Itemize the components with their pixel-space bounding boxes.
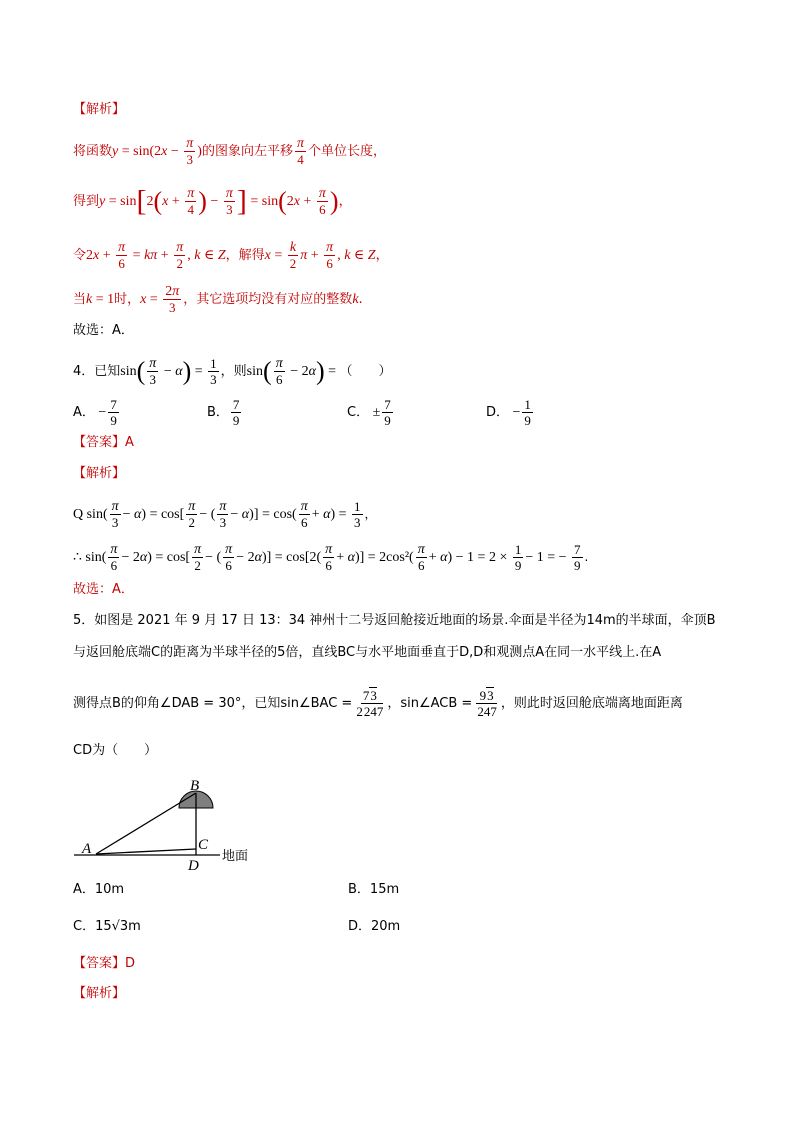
- label-ground: 地面: [222, 849, 249, 864]
- analysis-label: 【解析】: [73, 986, 126, 1001]
- q4-option-c[interactable]: C． ± $\frac{7}{9}$: [347, 397, 391, 428]
- label-a: A: [82, 841, 92, 857]
- line-ac: [96, 849, 196, 854]
- solution-line-shift: 将函数y = sin(2x − $\frac{\pi}{3}$ )的图象向左平移 $\frac{\pi}{4}$ 个单位长度，: [73, 136, 386, 167]
- answer-label: 【答案】A: [73, 435, 134, 450]
- choice-statement: 故选：A．: [73, 582, 134, 597]
- question-4-stem: 4．已知sin( $\frac{\pi}{3}$ − α) = $\frac{1}{3}$ ，则sin( $\frac{\pi}{6}$ − 2α) = （ ）: [73, 356, 392, 387]
- line-ab: [96, 793, 196, 854]
- question-5-figure: [70, 775, 280, 875]
- q5-option-c[interactable]: C．15√3m: [73, 919, 141, 934]
- solution-line-k: 当k = 1时，x = $\frac{2\pi}{3}$ ，其它选项均没有对应的整数k.: [73, 284, 363, 315]
- question-5-line-4: CD为（ ）: [73, 743, 158, 758]
- analysis-formula-2: ∴ sin( $\frac{\pi}{6}$ − 2α) = cos[ $\frac{\pi}{2}$ − ( $\frac{\pi}{6}$ − 2α)] = cos[2( $\frac{\pi}{6}$ + α)] = 2cos²( $\frac{\pi}{6}$ + α) − 1 = 2 × $\frac{1}{9}$ − 1 = − $\frac{7}{9}$ .: [73, 542, 589, 573]
- label-c: C: [198, 837, 209, 853]
- solution-line-result: 得到y = sin[2(x + $\frac{\pi}{4}$ ) − $\frac{\pi}{3}$ ] = sin(2x + $\frac{\pi}{6}$ )，: [73, 184, 352, 218]
- label-b: B: [190, 778, 200, 794]
- choice-statement: 故选：A．: [73, 323, 134, 338]
- q4-option-a[interactable]: A． − $\frac{7}{9}$: [73, 397, 117, 428]
- q5-option-b[interactable]: B．15m: [348, 882, 400, 897]
- solution-line-solve: 令2x + $\frac{\pi}{6}$ = kπ + $\frac{\pi}{2}$ , k ∈ Z，解得x = $\frac{k}{2}$ π + $\frac{\pi}{6}$ , k ∈ Z，: [73, 240, 389, 271]
- q4-option-b[interactable]: B． $\frac{7}{9}$: [207, 397, 240, 428]
- answer-label: 【答案】D: [73, 956, 136, 971]
- analysis-label: 【解析】: [73, 102, 126, 117]
- analysis-formula-1: Q sin( $\frac{\pi}{3}$ − α) = cos[ $\frac{\pi}{2}$ − ( $\frac{\pi}{3}$ − α)] = cos( $\frac{\pi}{6}$ + α) = $\frac{1}{3}$ ，: [73, 499, 377, 530]
- q5-option-d[interactable]: D．20m: [348, 919, 401, 934]
- question-5-line-2: 与返回舱底端C的距离为半球半径的5倍，直线BC与水平地面垂直于D,D和观测点A在同一水平线上.在A: [73, 645, 662, 660]
- analysis-label: 【解析】: [73, 466, 126, 481]
- label-d: D: [188, 858, 199, 874]
- question-5-line-1: 5．如图是 2021 年 9 月 17 日 13：34 神州十二号返回舱接近地面的场景.伞面是半径为14m的半球面，伞顶B: [73, 613, 716, 628]
- question-5-line-3: 测得点B的仰角∠DAB = 30°，已知sin∠BAC = $\frac{73}{2247}$ ，sin∠ACB = $\frac{93}{247}$ ，则此时返回舱底端离地面距离: [73, 688, 683, 719]
- q4-option-d[interactable]: D． − $\frac{1}{9}$: [486, 397, 531, 428]
- q5-option-a[interactable]: A．10m: [73, 882, 125, 897]
